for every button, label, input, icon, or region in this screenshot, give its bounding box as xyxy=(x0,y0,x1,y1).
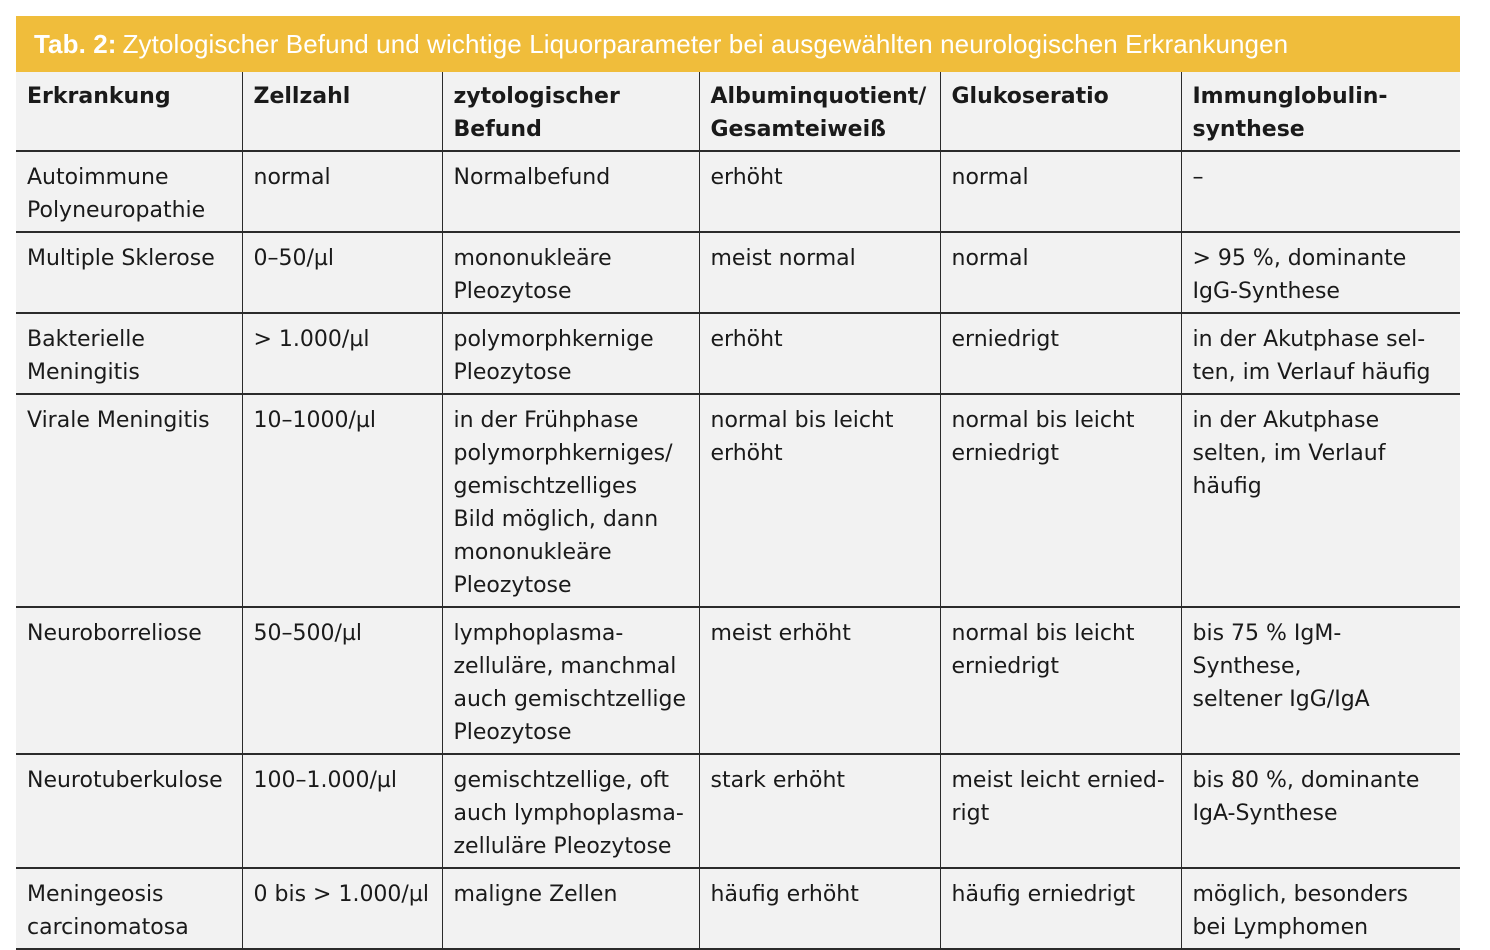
cell-albuminquotient: stark erhöht xyxy=(699,754,940,868)
cell-immunglobulinsynthese: bis 80 %, dominante IgA-Synthese xyxy=(1181,754,1460,868)
column-header-zellzahl: Zellzahl xyxy=(242,72,442,151)
cell-zellzahl: 10–1000/µl xyxy=(242,394,442,607)
cell-zytologischer-befund: mononukleäre Pleozytose xyxy=(442,232,699,313)
cell-glukoseratio: normal xyxy=(940,151,1181,232)
table-row xyxy=(16,232,1460,313)
cell-erkrankung: Autoimmune Polyneuropathie xyxy=(16,151,242,232)
cell-erkrankung: Virale Meningitis xyxy=(16,394,242,607)
caption-label: Tab. 2: xyxy=(34,28,117,59)
column-header-zytologischer-befund: zytologischer Befund xyxy=(442,72,699,151)
caption-text: Zytologischer Befund und wichtige Liquorparameter bei ausgewählten neurologischen Erkrankungen xyxy=(122,28,1289,59)
table-body xyxy=(16,151,1460,949)
cell-zellzahl: 100–1.000/µl xyxy=(242,754,442,868)
cell-glukoseratio: häufig erniedrigt xyxy=(940,868,1181,949)
table-row xyxy=(16,394,1460,607)
table-row xyxy=(16,313,1460,394)
cell-zellzahl: 0 bis > 1.000/µl xyxy=(242,868,442,949)
cell-immunglobulinsynthese: in der Akutphase sel- ten, im Verlauf häufig xyxy=(1181,313,1460,394)
cell-albuminquotient: erhöht xyxy=(699,151,940,232)
cell-erkrankung: Neurotuberkulose xyxy=(16,754,242,868)
liquor-parameter-table xyxy=(16,72,1460,950)
cell-zellzahl: > 1.000/µl xyxy=(242,313,442,394)
cell-glukoseratio: normal bis leicht erniedrigt xyxy=(940,394,1181,607)
cell-zytologischer-befund: polymorphkernige Pleozytose xyxy=(442,313,699,394)
cell-glukoseratio: meist leicht ernied- rigt xyxy=(940,754,1181,868)
cell-immunglobulinsynthese: in der Akutphase selten, im Verlauf häufig xyxy=(1181,394,1460,607)
cell-zellzahl: 0–50/µl xyxy=(242,232,442,313)
cell-erkrankung: Multiple Sklerose xyxy=(16,232,242,313)
table-header xyxy=(16,72,1460,151)
table-caption xyxy=(16,16,1460,72)
cell-immunglobulinsynthese: – xyxy=(1181,151,1460,232)
cell-zytologischer-befund: in der Frühphase polymorphkerniges/ gemischtzelliges Bild möglich, dann mononukleäre Pleozytose xyxy=(442,394,699,607)
cell-glukoseratio: normal bis leicht erniedrigt xyxy=(940,607,1181,754)
cell-zytologischer-befund: gemischtzellige, oft auch lymphoplasma- zelluläre Pleozytose xyxy=(442,754,699,868)
cell-zellzahl: 50–500/µl xyxy=(242,607,442,754)
table-row xyxy=(16,607,1460,754)
cell-immunglobulinsynthese: möglich, besonders bei Lymphomen xyxy=(1181,868,1460,949)
cell-immunglobulinsynthese: bis 75 % IgM-Synthese, seltener IgG/IgA xyxy=(1181,607,1460,754)
column-header-erkrankung: Erkrankung xyxy=(16,72,242,151)
cell-erkrankung: Neuroborreliose xyxy=(16,607,242,754)
cell-zytologischer-befund: Normalbefund xyxy=(442,151,699,232)
cell-albuminquotient: normal bis leicht erhöht xyxy=(699,394,940,607)
table-row xyxy=(16,754,1460,868)
cell-albuminquotient: erhöht xyxy=(699,313,940,394)
table-row xyxy=(16,151,1460,232)
header-row xyxy=(16,72,1460,151)
cell-glukoseratio: erniedrigt xyxy=(940,313,1181,394)
cell-albuminquotient: häufig erhöht xyxy=(699,868,940,949)
cell-zellzahl: normal xyxy=(242,151,442,232)
cell-albuminquotient: meist normal xyxy=(699,232,940,313)
column-header-glukoseratio: Glukoseratio xyxy=(940,72,1181,151)
cell-glukoseratio: normal xyxy=(940,232,1181,313)
table-row xyxy=(16,868,1460,949)
table-figure xyxy=(16,16,1460,950)
cell-immunglobulinsynthese: > 95 %, dominante IgG-Synthese xyxy=(1181,232,1460,313)
column-header-albuminquotient: Albuminquotient/ Gesamteiweiß xyxy=(699,72,940,151)
cell-albuminquotient: meist erhöht xyxy=(699,607,940,754)
cell-erkrankung: Meningeosis carcinomatosa xyxy=(16,868,242,949)
cell-zytologischer-befund: lymphoplasma- zelluläre, manchmal auch gemischtzellige Pleozytose xyxy=(442,607,699,754)
column-header-immunglobulinsynthese: Immunglobulin- synthese xyxy=(1181,72,1460,151)
cell-erkrankung: Bakterielle Meningitis xyxy=(16,313,242,394)
cell-zytologischer-befund: maligne Zellen xyxy=(442,868,699,949)
